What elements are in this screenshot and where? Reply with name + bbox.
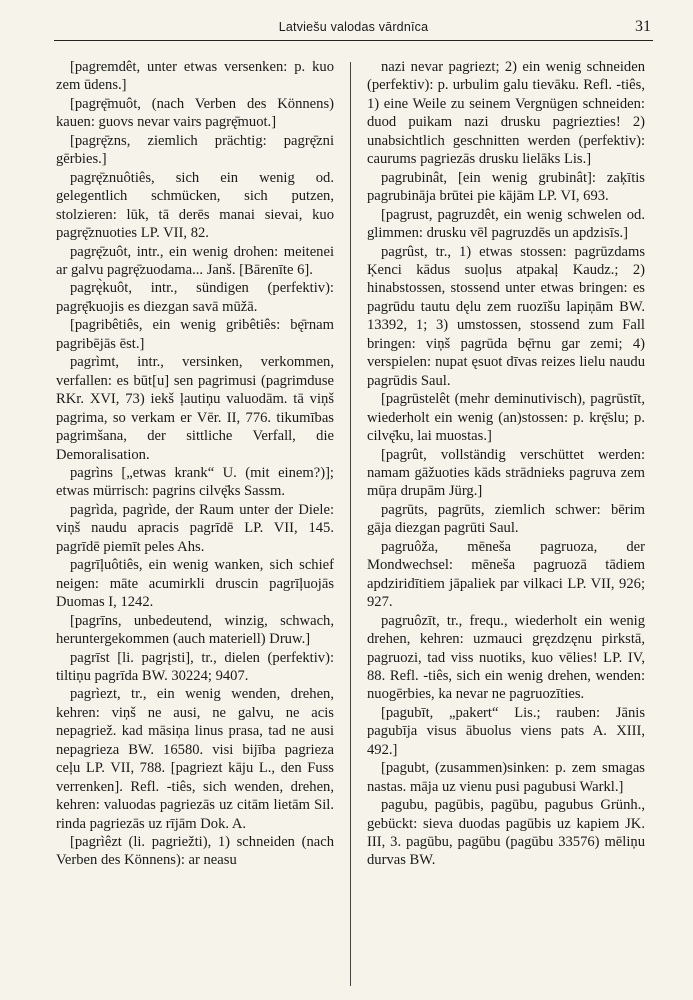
dictionary-entry: pagrę̄znuôtiês, sich ein wenig od. gelegentlich schmücken, sich putzen, stolzieren: lūk, tā derēs manai sievai, kuo pagrę̄znuoties LP. VII, 82.	[56, 169, 334, 242]
dictionary-entry: pagrìezt, tr., ein wenig wenden, drehen, kehren: viņš ne ausi, ne galvu, ne acis nepagriež. kad māsiņa linus prasa, tad ne ausi nepagrieza BW. 16580. visi bijība pagrieza ceļu LP. VII, 788. [pagriezt kāju L., den Fuss verrenken]. Refl. -tiês, sich wenden, drehen, kehren: valuodas pagriezās uz citām lietām Sil. rinda pagriezās uz rījām Dok. A.	[56, 686, 334, 832]
column-divider	[350, 62, 351, 986]
dictionary-entry: pagrìmt, intr., versinken, verkommen, verfallen: es būt[u] sen pagrimusi (pagrimduse RKr. XVI, 73) iekš ļautiņu valuodām. tā viņš pagrima, so verkam er Vēr. II, 776. tikumības pagrimšana, der sittliche Verfall, die Demoralisation.	[56, 354, 334, 463]
dictionary-entry: [pagrūstelêt (mehr deminutivisch), pagrūstīt, wiederholt ein wenig (an)stossen: p. krę̄slu; p. cilvę̄ku, lai muostas.]	[367, 391, 645, 445]
left-column	[56, 58, 334, 992]
dictionary-entry: pagubu, pagūbis, pagūbu, pagubus Grünh., gebückt: sieva duodas pagūbis uz kapiem JK. III, 3. pagūbu, pagūbu (pagūbu 33576) mēliņu durvas BW.	[367, 797, 645, 869]
dictionary-entry: pagrìns [„etwas krank“ U. (mit einem?)]; etwas mürrisch: pagrins cilvę̄ks Sassm.	[56, 464, 334, 500]
running-title: Latviešu valodas vārdnīca	[278, 20, 429, 34]
dictionary-entry: pagrīļuôtiês, ein wenig wanken, sich schief neigen: māte acumirkli druscin pagrīļuojās Duomas I, 1242.	[56, 557, 334, 611]
dictionary-entry: pagrę̄zuôt, intr., ein wenig drohen: meitenei ar galvu pagrę̄zuodama... Janš. [Bārenīte 6].	[56, 243, 334, 278]
dictionary-entry: [pagrìêzt (li. pagriežti), 1) schneiden (nach Verben des Könnens): ar neasu	[56, 834, 334, 869]
dictionary-entry: pagrubinât, [ein wenig grubinât]: zaķītis pagrubināja brūtei pie kājām LP. VI, 693.	[367, 169, 645, 205]
dictionary-entry: [pagrę̄muôt, (nach Verben des Könnens) kauen: guovs nevar vairs pagrę̄muot.]	[56, 95, 334, 131]
dictionary-entry: [pagubīt, „pakert“ Lis.; rauben: Jānis pagubīja visus ābuolus viens pats A. XIII, 492.]	[367, 704, 645, 758]
dictionary-entry: pagrę̀kuôt, intr., sündigen (perfektiv): pagrę̄kuojis es diezgan savā mūžā.	[56, 280, 334, 315]
dictionary-entry: pagrûst, tr., 1) etwas stossen: pagrūzdams Ķenci kādus suoļus atpakaļ Kaudz.; 2) hinabstossen, stossend unter etwas bringen: es pagrūdu tautu dęlu zem ruozīšu lapiņām BW. 13392, 1; 3) umstossen, stossend zum Fall bringen: viņš pagrūda bę̄rnu gar zemi; 4) verspielen: nupat ęsuot dīvas reizes lielu naudu pagrūdis Saul.	[367, 243, 645, 389]
running-head	[54, 18, 653, 41]
right-column	[367, 58, 645, 992]
dictionary-entry: [pagrīns, unbedeutend, winzig, schwach, heruntergekommen (auch materiell) Druw.]	[56, 612, 334, 648]
dictionary-entry: [pagrę̄zns, ziemlich prächtig: pagrę̄zni gērbies.]	[56, 132, 334, 168]
dictionary-entry: [pagremdêt, unter etwas versenken: p. kuo zem ūdens.]	[56, 59, 334, 94]
page-number: 31	[635, 18, 651, 35]
dictionary-entry: pagruôzīt, tr., frequ., wiederholt ein wenig drehen, kehren: uzmauci gręzdzęnu pirkstā, pagruozi, tad viss nuotiks, kuo vēlies! LP. IV, 88. Refl. -tiês, sich ein wenig drehen, wenden: nuogērbies, ka nevar ne pagruozīties.	[367, 612, 645, 703]
dictionary-entry: [pagribêtiês, ein wenig gribêtiês: bę̄rnam pagribējās ēst.]	[56, 317, 334, 352]
dictionary-entry: pagrūts, pagrūts, ziemlich schwer: bērim gāja diezgan pagrūti Saul.	[367, 501, 645, 537]
dictionary-entry: [pagubt, (zusammen)sinken: p. zem smagas nastas. māja uz vienu pusi pagubusi Warkl.]	[367, 760, 645, 795]
dictionary-entry: pagrìda, pagrìde, der Raum unter der Diele: viņš naudu apracis pagrīdē LP. VII, 145. pagrīdē piemīt peles Ahs.	[56, 501, 334, 555]
dictionary-entry: pagruôža, mēneša pagruoza, der Mondwechsel: mēneša pagruozā tādiem apdziridītiem jāpaliek par vilkaci LP. VII, 926; 927.	[367, 538, 645, 611]
dictionary-entry: [pagrût, vollständig verschüttet werden: namam gāžuoties kāds strādnieks pagruva zem mūŗa drupām Jürg.]	[367, 446, 645, 500]
dictionary-entry: nazi nevar pagriezt; 2) ein wenig schneiden (perfektiv): p. urbulim galu tievāku. Refl. -tiês, 1) eine Weile zu seinem Vergnügen schneiden: duod puikam nazi drusku pagriezties! 2) unabsichtlich geschnitten werden (perfektiv): caurums pagriezās drusku lielāks Lis.]	[367, 59, 645, 168]
dictionary-entry: [pagrust, pagruzdêt, ein wenig schwelen od. glimmen: drusku vēl pagruzdēs un apdzisīs.]	[367, 206, 645, 242]
dictionary-entry: pagrīst [li. pagrįsti], tr., dielen (perfektiv): tiltiņu pagrīda BW. 30224; 9407.	[56, 649, 334, 684]
